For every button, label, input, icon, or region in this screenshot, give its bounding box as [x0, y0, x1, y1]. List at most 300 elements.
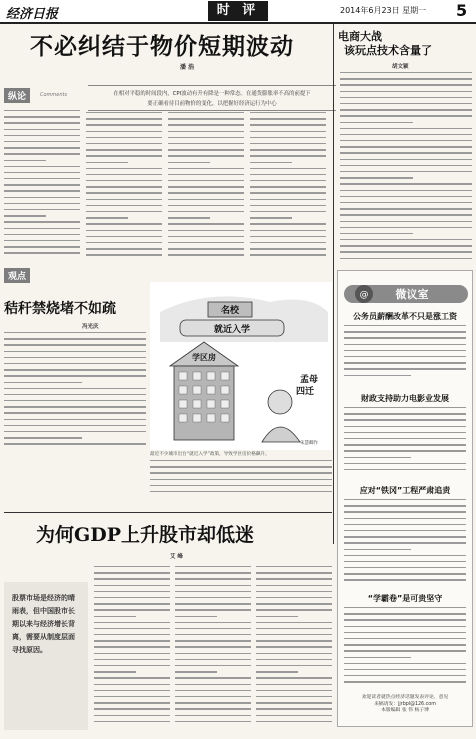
text-line [4, 382, 82, 383]
text-line [175, 646, 251, 647]
text-line [175, 659, 251, 660]
text-line [94, 591, 170, 592]
text-line [168, 205, 244, 206]
text-line [94, 721, 170, 722]
text-line [4, 197, 80, 198]
text-line [4, 437, 82, 438]
text-line [86, 217, 128, 218]
text-line [150, 485, 332, 486]
cartoon [150, 282, 332, 450]
text-line [86, 137, 162, 138]
text-line [344, 337, 466, 338]
cartoon-credit: 朱慧卿作 [300, 441, 318, 446]
text-line [4, 147, 80, 148]
text-line [168, 192, 244, 193]
text-line [168, 211, 244, 212]
text-line [256, 653, 332, 654]
text-line [250, 211, 326, 212]
text-line [250, 118, 326, 119]
text-line [168, 124, 244, 125]
text-line [340, 159, 472, 160]
text-line [250, 143, 326, 144]
text-line [256, 708, 332, 709]
text-line [94, 609, 170, 610]
gdp-column-2 [175, 566, 251, 732]
column-label: 时 评 [208, 1, 268, 21]
text-line [94, 696, 170, 697]
text-line [175, 690, 251, 691]
text-line [250, 168, 326, 169]
text-line [344, 368, 466, 369]
text-line [340, 103, 472, 104]
text-line [340, 128, 472, 129]
text-line [250, 223, 326, 224]
text-line [94, 597, 170, 598]
text-line [344, 579, 466, 580]
straw-body [4, 332, 146, 450]
text-line [344, 518, 466, 519]
text-line [168, 112, 244, 113]
text-line [256, 671, 298, 672]
text-line [175, 572, 251, 573]
text-line [4, 166, 80, 167]
text-line [250, 199, 326, 200]
text-line [4, 153, 80, 154]
text-line [168, 149, 244, 150]
weibo-footer [342, 695, 468, 715]
lead-column-3 [168, 112, 244, 262]
text-line [340, 72, 472, 73]
text-line [344, 626, 466, 627]
weibo-title: 微议室 [395, 288, 429, 301]
text-line [340, 115, 472, 116]
weibo-item-4-title: “学霸卷”是可贵坚守 [367, 594, 443, 603]
text-line [344, 669, 466, 670]
text-line [86, 186, 162, 187]
text-line [340, 165, 472, 166]
weibo-item-3-title: 应对“铁冈”工程严肃追责 [359, 486, 451, 495]
text-line [344, 567, 466, 568]
text-line [344, 650, 466, 651]
text-line [344, 561, 466, 562]
text-line [86, 180, 162, 181]
text-line [344, 469, 466, 470]
deck-line-1: 在相对平稳的时间段内，CPI波动有升有降是一种常态。在通货膨胀率不高的前提下 [113, 91, 311, 97]
text-line [86, 254, 162, 255]
text-line [344, 644, 466, 645]
text-line [175, 578, 251, 579]
text-line [340, 122, 413, 123]
text-line [250, 217, 292, 218]
text-line [344, 426, 466, 427]
text-line [168, 242, 244, 243]
text-line [344, 450, 466, 451]
text-line [86, 236, 162, 237]
text-line [175, 566, 251, 567]
text-line [175, 640, 251, 641]
text-line [250, 131, 326, 132]
building-label: 学区房 [192, 353, 216, 362]
text-line [4, 332, 146, 333]
text-line [175, 715, 251, 716]
gdp-column-1 [94, 566, 170, 732]
text-line [94, 690, 170, 691]
weibo-footer-line-1: 欢迎读者就热点经济话题发表评论、意见 [361, 695, 449, 700]
text-line [175, 677, 251, 678]
text-line [175, 591, 251, 592]
text-line [344, 524, 466, 525]
weibo-item-2-title: 财政支持助力电影业发展 [361, 394, 449, 403]
text-line [250, 149, 326, 150]
text-line [256, 585, 332, 586]
gdp-byline: 艾 峰 [170, 554, 183, 560]
text-line [94, 665, 170, 666]
text-line [344, 663, 466, 664]
text-line [256, 616, 298, 617]
text-line [86, 248, 162, 249]
text-line [4, 110, 80, 111]
side-tag-label: 纵论 [4, 88, 30, 103]
text-line [175, 622, 251, 623]
text-line [4, 338, 146, 339]
text-line [86, 155, 162, 156]
text-line [344, 555, 466, 556]
text-line [340, 78, 472, 79]
text-line [340, 202, 472, 203]
page-header [0, 0, 476, 24]
lead-headline: 不必纠结于物价短期波动 [30, 33, 294, 60]
text-line [256, 591, 332, 592]
text-line [168, 118, 244, 119]
text-line [4, 351, 146, 352]
text-line [86, 223, 162, 224]
text-line [4, 425, 146, 426]
text-line [344, 499, 466, 500]
text-line [344, 457, 411, 458]
text-line [4, 246, 80, 247]
text-line [340, 152, 472, 153]
text-line [344, 407, 466, 408]
text-line [168, 143, 244, 144]
text-line [344, 413, 466, 414]
text-line [86, 205, 162, 206]
text-line [340, 109, 472, 110]
gdp-column-3 [256, 566, 332, 732]
text-line [256, 634, 332, 635]
text-line [86, 143, 162, 144]
text-line [4, 141, 80, 142]
text-line [94, 715, 170, 716]
text-line [340, 171, 472, 172]
text-line [4, 375, 146, 376]
text-line [175, 653, 251, 654]
gdp-pull-quote-box [4, 582, 88, 730]
side-tag-sub: Comments [40, 92, 68, 98]
text-line [256, 572, 332, 573]
text-line [4, 431, 146, 432]
text-line [94, 603, 170, 604]
lead-column-2 [86, 112, 162, 262]
text-line [250, 236, 326, 237]
text-line [256, 578, 332, 579]
text-line [86, 168, 162, 169]
text-line [86, 162, 128, 163]
text-line [340, 258, 472, 259]
text-line [4, 203, 80, 204]
text-line [250, 205, 326, 206]
text-line [175, 702, 251, 703]
text-line [344, 573, 466, 574]
text-line [256, 603, 332, 604]
text-line [4, 369, 146, 370]
text-line [175, 721, 251, 722]
text-line [256, 640, 332, 641]
text-line [344, 505, 466, 506]
text-line [175, 671, 217, 672]
text-line [250, 124, 326, 125]
school-sign-text: 名校 [220, 306, 240, 316]
text-line [340, 140, 472, 141]
text-line [168, 236, 244, 237]
text-line [4, 221, 80, 222]
gdp-top-rule [4, 512, 332, 513]
text-line [94, 634, 170, 635]
text-line [4, 234, 80, 235]
text-line [4, 344, 146, 345]
text-line [4, 228, 80, 229]
masthead-logo: 经济日报 [6, 7, 59, 22]
text-line [4, 129, 80, 130]
side-tag [4, 88, 80, 102]
text-line [256, 597, 332, 598]
text-line [86, 149, 162, 150]
text-line [94, 640, 170, 641]
text-line [4, 209, 80, 210]
text-line [340, 239, 472, 240]
text-line [340, 221, 472, 222]
text-line [4, 172, 80, 173]
text-line [175, 609, 251, 610]
straw-tag [4, 268, 94, 282]
text-line [256, 566, 332, 567]
text-line [340, 134, 472, 135]
text-line [250, 137, 326, 138]
column-divider [333, 24, 334, 544]
text-line [250, 254, 326, 255]
text-line [344, 657, 411, 658]
text-line [4, 215, 46, 216]
text-line [340, 97, 472, 98]
text-line [150, 479, 332, 480]
text-line [256, 609, 332, 610]
text-line [344, 362, 466, 363]
text-line [340, 183, 472, 184]
text-line [256, 665, 332, 666]
ecommerce-byline: 胡文颖 [392, 64, 409, 70]
text-line [340, 84, 472, 85]
text-line [4, 252, 80, 253]
text-line [94, 653, 170, 654]
text-line [344, 463, 466, 464]
text-line [150, 472, 332, 473]
text-line [250, 248, 326, 249]
text-line [344, 331, 466, 332]
text-line [340, 208, 472, 209]
text-line [256, 677, 332, 678]
text-line [256, 715, 332, 716]
text-line [344, 619, 466, 620]
lead-deck [88, 85, 336, 111]
text-line [344, 530, 466, 531]
text-line [344, 432, 466, 433]
at-icon: @ [359, 290, 369, 300]
text-line [94, 585, 170, 586]
text-line [4, 443, 146, 444]
text-line [344, 444, 466, 445]
text-line [250, 192, 326, 193]
text-line [4, 178, 80, 179]
text-line [4, 240, 80, 241]
text-line [86, 242, 162, 243]
text-line [344, 325, 466, 326]
text-line [4, 122, 80, 123]
text-line [94, 578, 170, 579]
text-line [168, 180, 244, 181]
lead-column-4 [250, 112, 326, 262]
text-line [4, 184, 80, 185]
text-line [168, 155, 244, 156]
text-line [340, 251, 472, 252]
text-line [250, 230, 326, 231]
text-line [94, 671, 136, 672]
text-line [256, 696, 332, 697]
straw-byline: 冯光庆 [82, 324, 99, 330]
text-line [256, 702, 332, 703]
cartoon-caption-1: 孟母 [300, 375, 319, 385]
text-line [256, 721, 332, 722]
text-line [250, 155, 326, 156]
text-line [94, 616, 136, 617]
text-line [4, 357, 146, 358]
text-line [94, 646, 170, 647]
page-number: 5 [456, 1, 468, 20]
text-line [344, 675, 466, 676]
cartoon-caption-2: 四迁 [296, 387, 315, 397]
weibo-item-2-body [344, 407, 466, 477]
text-line [175, 628, 251, 629]
text-line [344, 350, 466, 351]
text-line [340, 227, 472, 228]
text-line [344, 613, 466, 614]
text-line [256, 622, 332, 623]
text-line [344, 638, 466, 639]
text-line [94, 622, 170, 623]
weibo-item-1-title: 公务员薪酬改革不只是涨工资 [353, 312, 457, 321]
text-line [340, 190, 472, 191]
text-line [250, 112, 326, 113]
lead-column-1 [4, 110, 80, 260]
straw-tag-label: 观点 [4, 268, 30, 283]
text-line [175, 616, 217, 617]
straw-headline: 秸秆禁烧堵不如疏 [4, 301, 116, 317]
text-line [344, 356, 466, 357]
text-line [175, 665, 251, 666]
ecommerce-title-line-2: 该玩点技术含量了 [344, 44, 432, 57]
text-line [94, 628, 170, 629]
text-line [150, 460, 332, 461]
text-line [344, 549, 411, 550]
text-line [168, 248, 244, 249]
text-line [94, 677, 170, 678]
text-line [250, 242, 326, 243]
weibo-footer-line-3: 本版编辑 张 伟 杨子博 [381, 708, 429, 714]
text-line [175, 597, 251, 598]
text-line [344, 632, 466, 633]
text-line [86, 211, 162, 212]
text-line [168, 131, 244, 132]
text-line [168, 168, 244, 169]
text-line [4, 394, 146, 395]
text-line [86, 112, 162, 113]
text-line [86, 118, 162, 119]
text-line [256, 659, 332, 660]
text-line [175, 585, 251, 586]
text-line [94, 659, 170, 660]
text-line [344, 419, 466, 420]
text-line [175, 696, 251, 697]
text-line [256, 684, 332, 685]
gdp-pull-quote: 股票市场是经济的晴雨表，但中国股市长期以来与经济增长背离，需要从制度层面寻找原因。 [12, 594, 75, 654]
text-line [175, 684, 251, 685]
text-line [344, 438, 466, 439]
text-line [4, 190, 80, 191]
text-line [4, 363, 146, 364]
deck-line-2: 要正确看待目前物价的变化，以把握好经济运行为中心 [147, 101, 277, 107]
text-line [168, 254, 244, 255]
weibo-item-3-body [344, 499, 466, 587]
text-line [94, 684, 170, 685]
text-line [86, 230, 162, 231]
text-line [86, 124, 162, 125]
text-line [94, 566, 170, 567]
text-line [168, 137, 244, 138]
ecommerce-title-line-1: 电商大战 [338, 30, 382, 43]
weibo-box [337, 270, 473, 727]
text-line [94, 572, 170, 573]
text-line [344, 536, 466, 537]
text-line [256, 646, 332, 647]
text-line [168, 186, 244, 187]
text-line [344, 542, 466, 543]
weibo-header-graphic [344, 279, 468, 305]
text-line [340, 245, 472, 246]
text-line [168, 174, 244, 175]
text-line [340, 177, 413, 178]
text-line [94, 708, 170, 709]
text-line [168, 217, 210, 218]
text-line [344, 607, 466, 608]
text-line [4, 412, 146, 413]
text-line [94, 702, 170, 703]
weibo-item-1-body [344, 325, 466, 385]
text-line [86, 199, 162, 200]
text-line [250, 162, 292, 163]
text-line [175, 708, 251, 709]
text-line [250, 180, 326, 181]
text-line [4, 388, 146, 389]
text-line [4, 419, 146, 420]
cartoon-banner-text: 就近入学 [213, 325, 251, 335]
